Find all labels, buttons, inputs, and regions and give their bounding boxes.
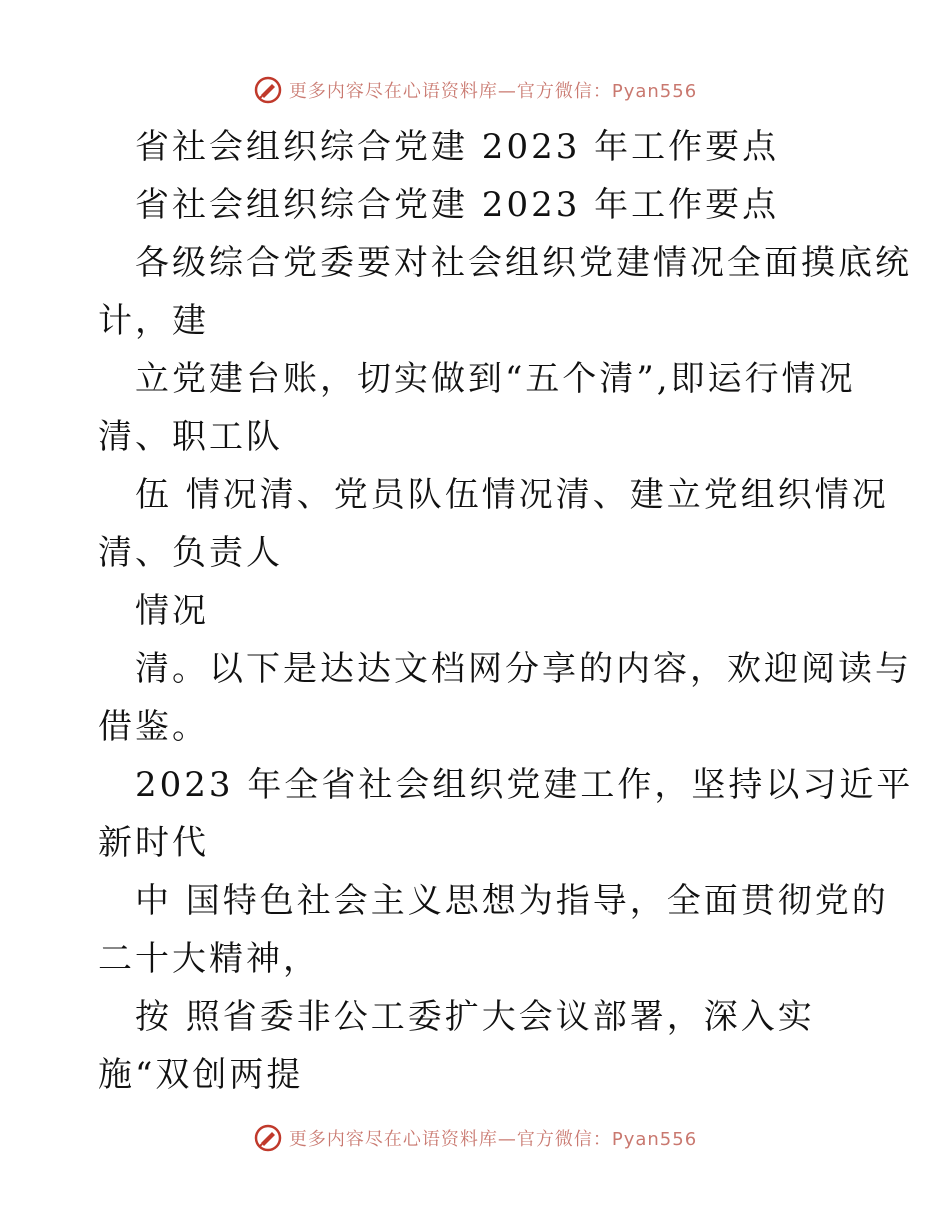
text-line: 清。以下是达达文档网分享的内容，欢迎阅读与 [135, 649, 912, 689]
text-line: 伍 情况清、党员队伍情况清、建立党组织情况 [135, 475, 889, 515]
text-line: 借鉴。 [98, 707, 209, 747]
text-line: 中 国特色社会主义思想为指导，全面贯彻党的 [135, 881, 889, 921]
header-watermark-banner [0, 70, 950, 110]
text-line: 立党建台账，切实做到“五个清”,即运行情况 [135, 359, 856, 399]
text-line: 新时代 [98, 823, 209, 863]
text-line: 省社会组织综合党建 2023 年工作要点 [135, 185, 780, 225]
text-line: 按 照省委非公工委扩大会议部署，深入实 [135, 997, 815, 1037]
text-line: 施“双创两提 [98, 1055, 304, 1095]
text-line: 各级综合党委要对社会组织党建情况全面摸底统 [135, 243, 912, 283]
footer-banner-text: 更多内容尽在心语资料库—官方微信：Pyan556 [288, 1129, 698, 1150]
text-line: 2023 年全省社会组织党建工作，坚持以习近平 [135, 765, 914, 805]
text-line: 清、职工队 [98, 417, 283, 457]
text-line: 计，建 [98, 301, 209, 341]
pen-nib-logo-icon [253, 75, 283, 105]
footer-watermark-banner [0, 1118, 950, 1158]
document-body [0, 118, 950, 1104]
text-line: 情况 [135, 591, 209, 631]
pen-nib-logo-icon [253, 1123, 283, 1153]
text-line: 二十大精神， [98, 939, 320, 979]
text-line: 清、负责人 [98, 533, 283, 573]
header-banner-text: 更多内容尽在心语资料库—官方微信：Pyan556 [288, 81, 698, 102]
text-line: 省社会组织综合党建 2023 年工作要点 [135, 127, 780, 167]
